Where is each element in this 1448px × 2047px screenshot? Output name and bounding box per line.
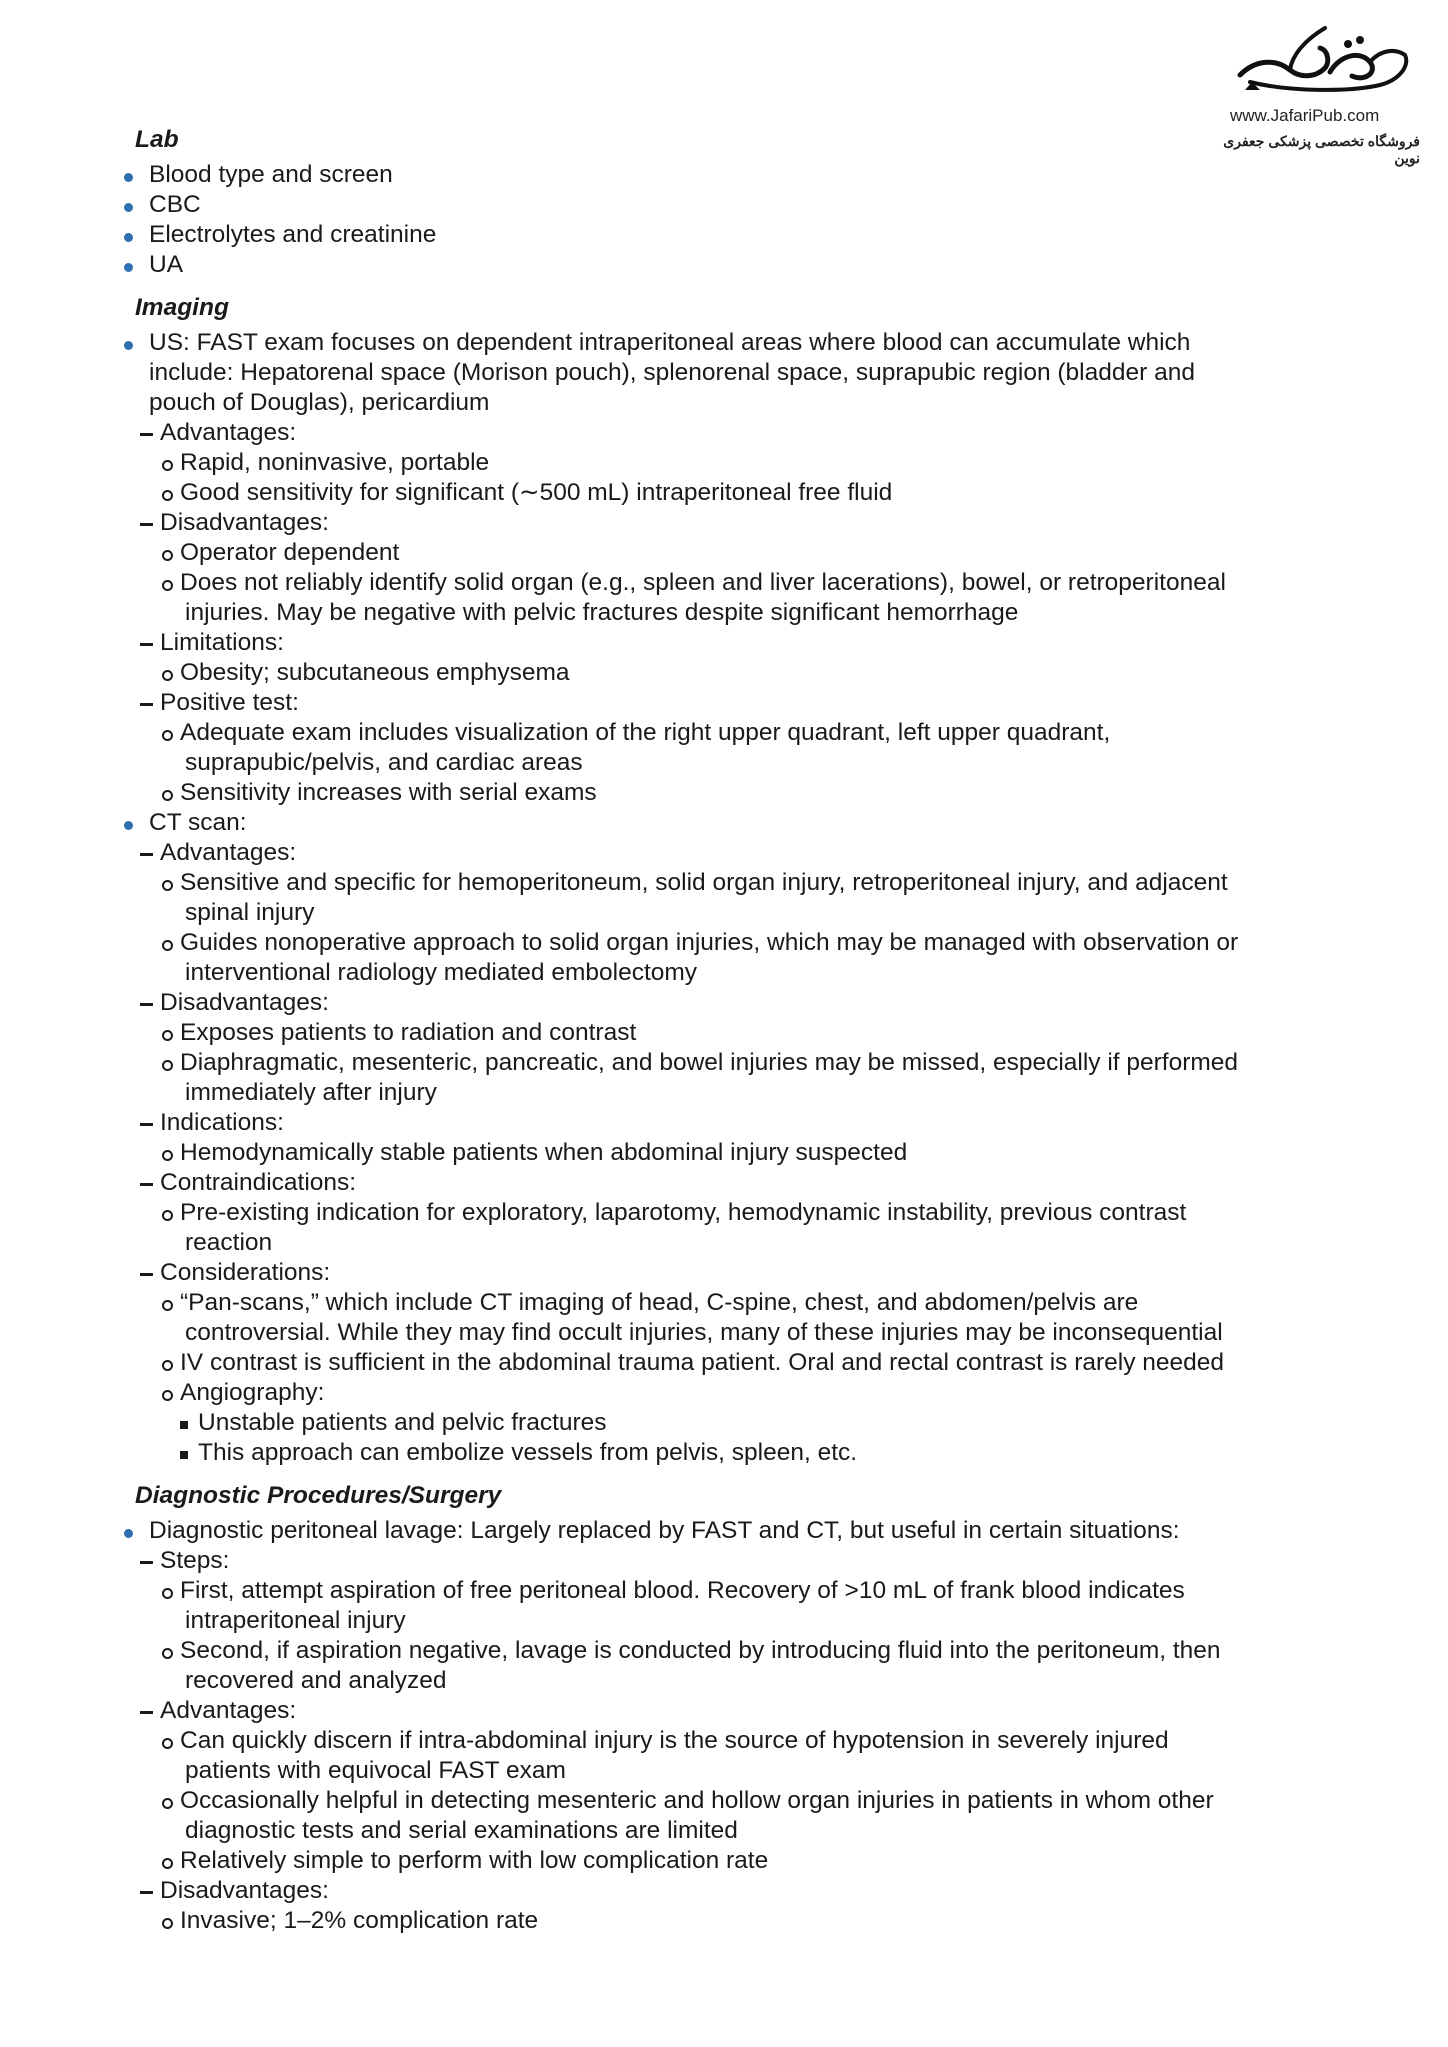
list-item-text: Positive test: — [160, 689, 299, 716]
list-item-text: Indications: — [160, 1109, 284, 1136]
list-item-text: intraperitoneal injury — [185, 1607, 406, 1634]
calligraphy-logo-icon — [1230, 20, 1420, 105]
bullet-dot-icon — [124, 233, 133, 242]
circle-bullet-icon — [162, 1360, 173, 1371]
publisher-logo — [1195, 20, 1445, 170]
list-item-text: Disadvantages: — [160, 1877, 329, 1904]
list-item-text: Unstable patients and pelvic fractures — [198, 1409, 607, 1436]
circle-bullet-icon — [162, 1588, 173, 1599]
circle-bullet-icon — [162, 1918, 173, 1929]
dash-icon — [140, 853, 153, 856]
bullet-dot-icon — [124, 203, 133, 212]
list-item-text: Adequate exam includes visualization of the right upper quadrant, left upper quadrant, — [180, 719, 1111, 746]
circle-bullet-icon — [162, 460, 173, 471]
list-item-text: Diaphragmatic, mesenteric, pancreatic, and bowel injuries may be missed, especially if performed — [180, 1049, 1239, 1076]
list-item-text: Disadvantages: — [160, 509, 329, 536]
list-item-text: IV contrast is sufficient in the abdominal trauma patient. Oral and rectal contrast is rarely needed — [180, 1349, 1225, 1376]
dash-icon — [140, 643, 153, 646]
circle-bullet-icon — [162, 1150, 173, 1161]
list-item-text: Obesity; subcutaneous emphysema — [180, 659, 570, 686]
list-item-text: Good sensitivity for significant (∼500 mL) intraperitoneal free fluid — [180, 479, 893, 506]
circle-bullet-icon — [162, 1390, 173, 1401]
list-item-text: UA — [149, 251, 184, 278]
list-item-text: Sensitivity increases with serial exams — [180, 779, 597, 806]
circle-bullet-icon — [162, 1738, 173, 1749]
list-item-text: controversial. While they may find occult injuries, many of these injuries may be inconsequential — [185, 1319, 1223, 1346]
list-item-text: pouch of Douglas), pericardium — [149, 389, 490, 416]
circle-bullet-icon — [162, 490, 173, 501]
bullet-dot-icon — [124, 821, 133, 830]
list-item-text: Pre-existing indication for exploratory, laparotomy, hemodynamic instability, previous contrast — [180, 1199, 1187, 1226]
circle-bullet-icon — [162, 730, 173, 741]
list-item-text: Relatively simple to perform with low complication rate — [180, 1847, 769, 1874]
list-item-text: spinal injury — [185, 899, 315, 926]
circle-bullet-icon — [162, 1030, 173, 1041]
bullet-dot-icon — [124, 1529, 133, 1538]
circle-bullet-icon — [162, 1300, 173, 1311]
list-item-text: Exposes patients to radiation and contrast — [180, 1019, 637, 1046]
bullet-dot-icon — [124, 341, 133, 350]
publisher-tagline: فروشگاه تخصصی پزشکی جعفری نوین — [1223, 133, 1420, 166]
list-item-text: Advantages: — [160, 419, 297, 446]
list-item-text: Second, if aspiration negative, lavage is conducted by introducing fluid into the peritoneum, then — [180, 1637, 1221, 1664]
dash-icon — [140, 1123, 153, 1126]
list-item-text: Can quickly discern if intra-abdominal injury is the source of hypotension in severely injured — [180, 1727, 1169, 1754]
list-item-text: Advantages: — [160, 1697, 297, 1724]
list-item-text: Advantages: — [160, 839, 297, 866]
list-item-text: Operator dependent — [180, 539, 400, 566]
list-item-text: Contraindications: — [160, 1169, 357, 1196]
circle-bullet-icon — [162, 1210, 173, 1221]
list-item-text: Rapid, noninvasive, portable — [180, 449, 490, 476]
dash-icon — [140, 1003, 153, 1006]
list-item-text: US: FAST exam focuses on dependent intraperitoneal areas where blood can accumulate which — [149, 329, 1191, 356]
list-item-text: Angiography: — [180, 1379, 325, 1406]
list-item-text: injuries. May be negative with pelvic fractures despite significant hemorrhage — [185, 599, 1019, 626]
circle-bullet-icon — [162, 580, 173, 591]
circle-bullet-icon — [162, 880, 173, 891]
list-item-text: reaction — [185, 1229, 273, 1256]
list-item-text: Disadvantages: — [160, 989, 329, 1016]
circle-bullet-icon — [162, 940, 173, 951]
list-item-text: Hemodynamically stable patients when abdominal injury suspected — [180, 1139, 908, 1166]
section-heading: Lab — [135, 126, 179, 153]
list-item-text: CT scan: — [149, 809, 247, 836]
list-item-text: Does not reliably identify solid organ (e.g., spleen and liver lacerations), bowel, or retroperitoneal — [180, 569, 1226, 596]
circle-bullet-icon — [162, 1798, 173, 1809]
section-heading: Diagnostic Procedures/Surgery — [135, 1482, 502, 1509]
list-item-text: Diagnostic peritoneal lavage: Largely replaced by FAST and CT, but useful in certain situations: — [149, 1517, 1180, 1544]
list-item-text: recovered and analyzed — [185, 1667, 447, 1694]
dash-icon — [140, 523, 153, 526]
circle-bullet-icon — [162, 1648, 173, 1659]
list-item-text: CBC — [149, 191, 201, 218]
list-item-text: Blood type and screen — [149, 161, 393, 188]
list-item-text: suprapubic/pelvis, and cardiac areas — [185, 749, 583, 776]
dash-icon — [140, 703, 153, 706]
circle-bullet-icon — [162, 550, 173, 561]
list-item-text: patients with equivocal FAST exam — [185, 1757, 566, 1784]
list-item-text: Limitations: — [160, 629, 284, 656]
list-item-text: interventional radiology mediated embolectomy — [185, 959, 698, 986]
square-bullet-icon — [180, 1451, 188, 1459]
circle-bullet-icon — [162, 670, 173, 681]
dash-icon — [140, 1711, 153, 1714]
list-item-text: First, attempt aspiration of free peritoneal blood. Recovery of >10 mL of frank blood indicates — [180, 1577, 1185, 1604]
bullet-dot-icon — [124, 173, 133, 182]
list-item-text: immediately after injury — [185, 1079, 437, 1106]
list-item-text: Invasive; 1–2% complication rate — [180, 1907, 539, 1934]
dash-icon — [140, 1183, 153, 1186]
circle-bullet-icon — [162, 790, 173, 801]
bullet-dot-icon — [124, 263, 133, 272]
dash-icon — [140, 1273, 153, 1276]
list-item-text: This approach can embolize vessels from pelvis, spleen, etc. — [198, 1439, 858, 1466]
list-item-text: diagnostic tests and serial examinations are limited — [185, 1817, 738, 1844]
dash-icon — [140, 1891, 153, 1894]
list-item-text: “Pan-scans,” which include CT imaging of head, C-spine, chest, and abdomen/pelvis are — [180, 1289, 1139, 1316]
list-item-text: Considerations: — [160, 1259, 331, 1286]
list-item-text: Steps: — [160, 1547, 230, 1574]
dash-icon — [140, 1561, 153, 1564]
list-item-text: include: Hepatorenal space (Morison pouch), splenorenal space, suprapubic region (bladder and — [149, 359, 1195, 386]
square-bullet-icon — [180, 1421, 188, 1429]
circle-bullet-icon — [162, 1060, 173, 1071]
dash-icon — [140, 433, 153, 436]
list-item-text: Occasionally helpful in detecting mesenteric and hollow organ injuries in patients in whom other — [180, 1787, 1214, 1814]
list-item-text: Sensitive and specific for hemoperitoneum, solid organ injury, retroperitoneal injury, and adjacent — [180, 869, 1228, 896]
section-heading: Imaging — [135, 294, 229, 321]
publisher-url: www.JafariPub.com — [1230, 106, 1380, 125]
list-item-text: Electrolytes and creatinine — [149, 221, 437, 248]
circle-bullet-icon — [162, 1858, 173, 1869]
list-item-text: Guides nonoperative approach to solid organ injuries, which may be managed with observation or — [180, 929, 1239, 956]
